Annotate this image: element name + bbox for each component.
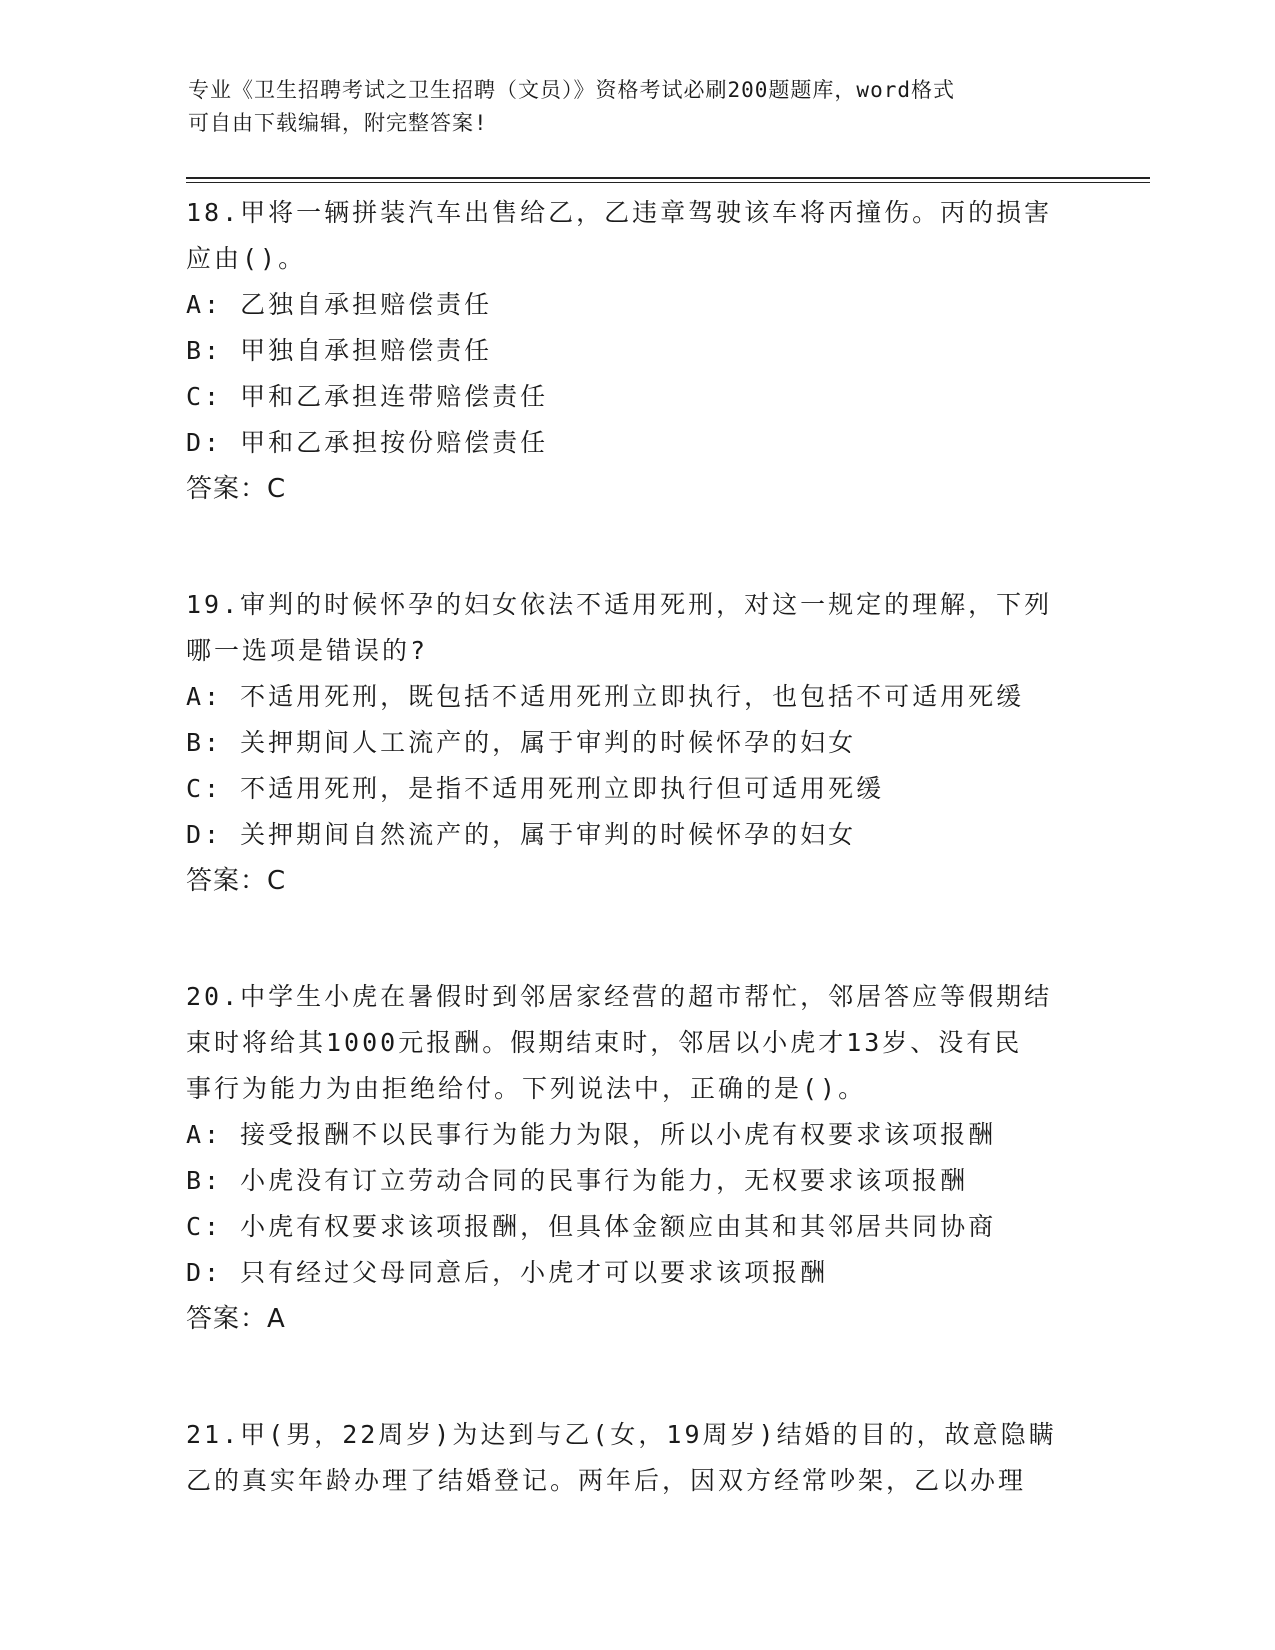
option-d: D: 关押期间自然流产的，属于审判的时候怀孕的妇女 <box>186 820 857 849</box>
option-a: A: 乙独自承担赔偿责任 <box>186 290 493 319</box>
question-list <box>186 190 1106 1504</box>
question-19 <box>186 582 1106 904</box>
option-b: B: 关押期间人工流产的，属于审判的时候怀孕的妇女 <box>186 728 857 757</box>
question-text-line: 哪一选项是错误的? <box>186 636 429 665</box>
question-21 <box>186 1412 1106 1504</box>
question-text-line: 乙的真实年龄办理了结婚登记。两年后，因双方经常吵架，乙以办理 <box>186 1466 1027 1495</box>
option-d: D: 甲和乙承担按份赔偿责任 <box>186 428 549 457</box>
option-c: C: 甲和乙承担连带赔偿责任 <box>186 382 549 411</box>
question-text-line: 19.审判的时候怀孕的妇女依法不适用死刑，对这一规定的理解，下列 <box>186 590 1053 619</box>
option-a: A: 不适用死刑，既包括不适用死刑立即执行，也包括不可适用死缓 <box>186 682 1025 711</box>
option-d: D: 只有经过父母同意后，小虎才可以要求该项报酬 <box>186 1258 829 1287</box>
header-divider-thin <box>186 182 1150 183</box>
question-text-line: 束时将给其1000元报酬。假期结束时，邻居以小虎才13岁、没有民 <box>186 1028 1023 1057</box>
option-a: A: 接受报酬不以民事行为能力为限，所以小虎有权要求该项报酬 <box>186 1120 997 1149</box>
question-text-line: 20.中学生小虎在暑假时到邻居家经营的超市帮忙，邻居答应等假期结 <box>186 982 1053 1011</box>
option-b: B: 甲独自承担赔偿责任 <box>186 336 493 365</box>
header-line-2: 可自由下载编辑，附完整答案! <box>188 111 488 135</box>
option-c: C: 小虎有权要求该项报酬，但具体金额应由其和其邻居共同协商 <box>186 1212 997 1241</box>
answer-text: 答案：C <box>186 866 287 896</box>
answer-text: 答案：C <box>186 474 287 504</box>
question-18 <box>186 190 1106 512</box>
question-text-line: 21.甲(男，22周岁)为达到与乙(女，19周岁)结婚的目的，故意隐瞒 <box>186 1420 1057 1449</box>
header-line-1: 专业《卫生招聘考试之卫生招聘（文员）》资格考试必刷200题题库，word格式 <box>188 78 955 102</box>
answer-text: 答案：A <box>186 1304 286 1334</box>
option-b: B: 小虎没有订立劳动合同的民事行为能力，无权要求该项报酬 <box>186 1166 969 1195</box>
header-divider-thick <box>186 177 1150 179</box>
option-c: C: 不适用死刑，是指不适用死刑立即执行但可适用死缓 <box>186 774 885 803</box>
question-text-line: 应由()。 <box>186 244 307 273</box>
question-text-line: 18.甲将一辆拼装汽车出售给乙，乙违章驾驶该车将丙撞伤。丙的损害 <box>186 198 1053 227</box>
question-20 <box>186 974 1106 1342</box>
question-text-line: 事行为能力为由拒绝给付。下列说法中，正确的是()。 <box>186 1074 867 1103</box>
document-header <box>188 74 1088 140</box>
